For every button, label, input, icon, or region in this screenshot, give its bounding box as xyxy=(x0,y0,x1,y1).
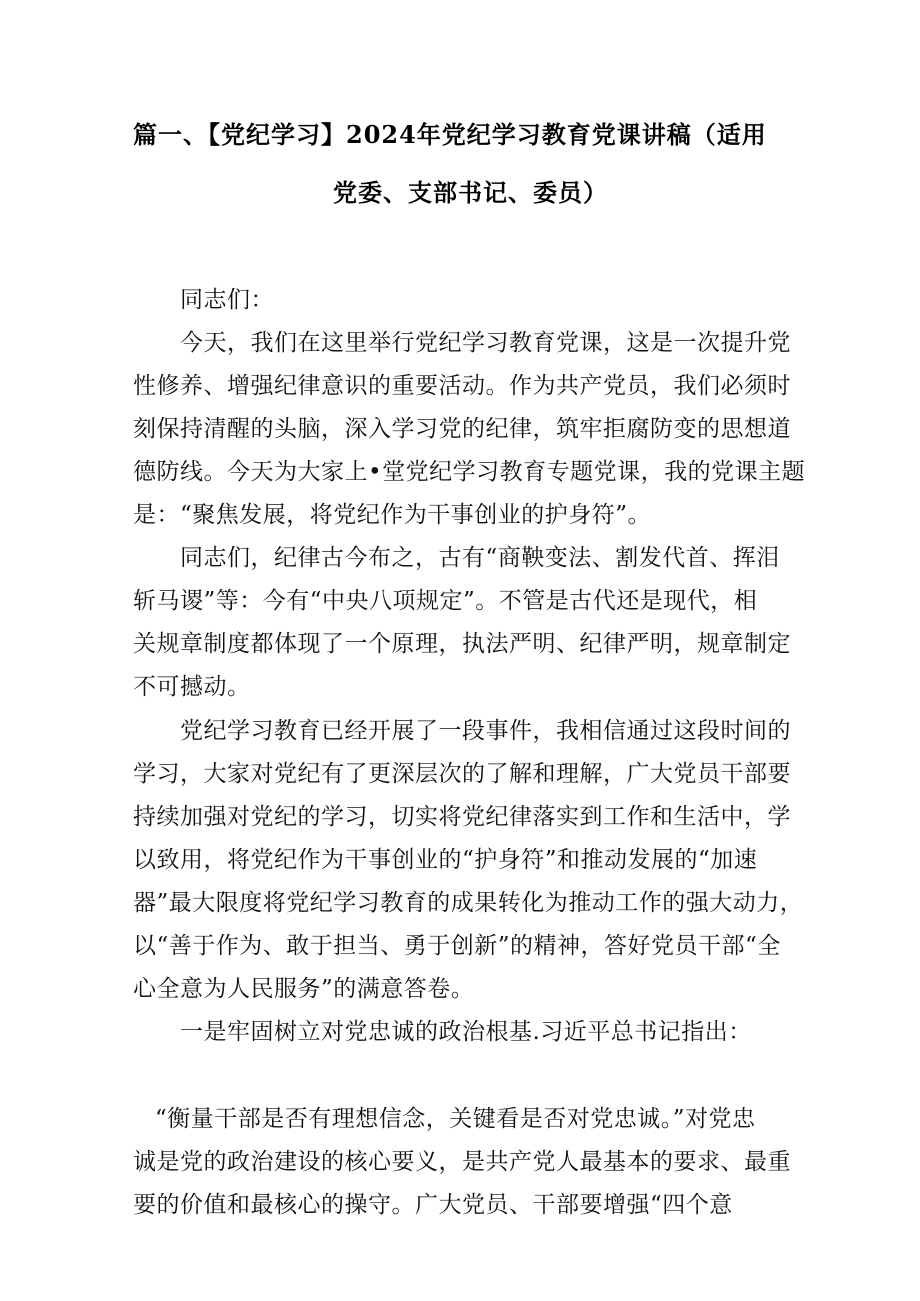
body-line: “衡量干部是否有理想信念，关键看是否对党忠诚。”对党忠 xyxy=(155,1106,756,1132)
document-title-line-2: 党委、支部书记、委员） xyxy=(333,178,608,207)
body-line: 以致用，将党纪作为干事创业的“护身符”和推动发展的“加速 xyxy=(133,847,758,873)
body-line: 一是牢固树立对党忠诚的政治根基.习近平总书记指出： xyxy=(180,1019,752,1045)
body-line: 是：“聚焦发展，将党纪作为干事创业的护身符”。 xyxy=(133,502,652,528)
body-line: 党纪学习教育已经开展了一段事件，我相信通过这段时间的 xyxy=(180,718,791,744)
body-line: 性修养、增强纪律意识的重要活动。作为共产党员，我们必须时 xyxy=(133,373,791,399)
body-line: 以“善于作为、敢于担当、勇于创新”的精神，答好党员干部“全 xyxy=(133,933,781,959)
body-line: 心全意为人民服务”的满意答卷。 xyxy=(133,976,475,1002)
body-line: 同志们： xyxy=(180,287,274,313)
body-line: 同志们，纪律古今布之，古有“商鞅变法、割发代首、挥泪 xyxy=(180,545,780,571)
body-line: 诚是党的政治建设的核心要义，是共产党人最基本的要求、最重 xyxy=(133,1149,791,1175)
body-line: 持续加强对党纪的学习，切实将党纪律落实到工作和生活中，学 xyxy=(133,804,791,830)
body-line: 器”最大限度将党纪学习教育的成果转化为推动工作的强大动力， xyxy=(133,890,804,916)
body-line: 学习，大家对党纪有了更深层次的了解和理解，广大党员干部要 xyxy=(133,761,791,787)
body-line: 刻保持清醒的头脑，深入学习党的纪律，筑牢拒腐防变的思想道 xyxy=(133,416,791,442)
document-title-line-1: 篇一、【党纪学习】2024年党纪学习教育党课讲稿（适用 xyxy=(133,120,767,149)
body-line: 不可撼动。 xyxy=(133,674,251,700)
body-line: 斩马谡”等：今有“中央八项规定”。不管是古代还是现代，相 xyxy=(133,588,758,614)
body-line: 今天，我们在这里举行党纪学习教育党课，这是一次提升党 xyxy=(180,330,791,356)
body-line: 要的价值和最核心的操守。广大党员、干部要增强“四个意 xyxy=(133,1192,733,1218)
body-line: 德防线。今天为大家上•堂党纪学习教育专题党课，我的党课主题 xyxy=(133,459,806,485)
body-line: 关规章制度都体现了一个原理，执法严明、纪律严明，规章制定 xyxy=(133,631,791,657)
